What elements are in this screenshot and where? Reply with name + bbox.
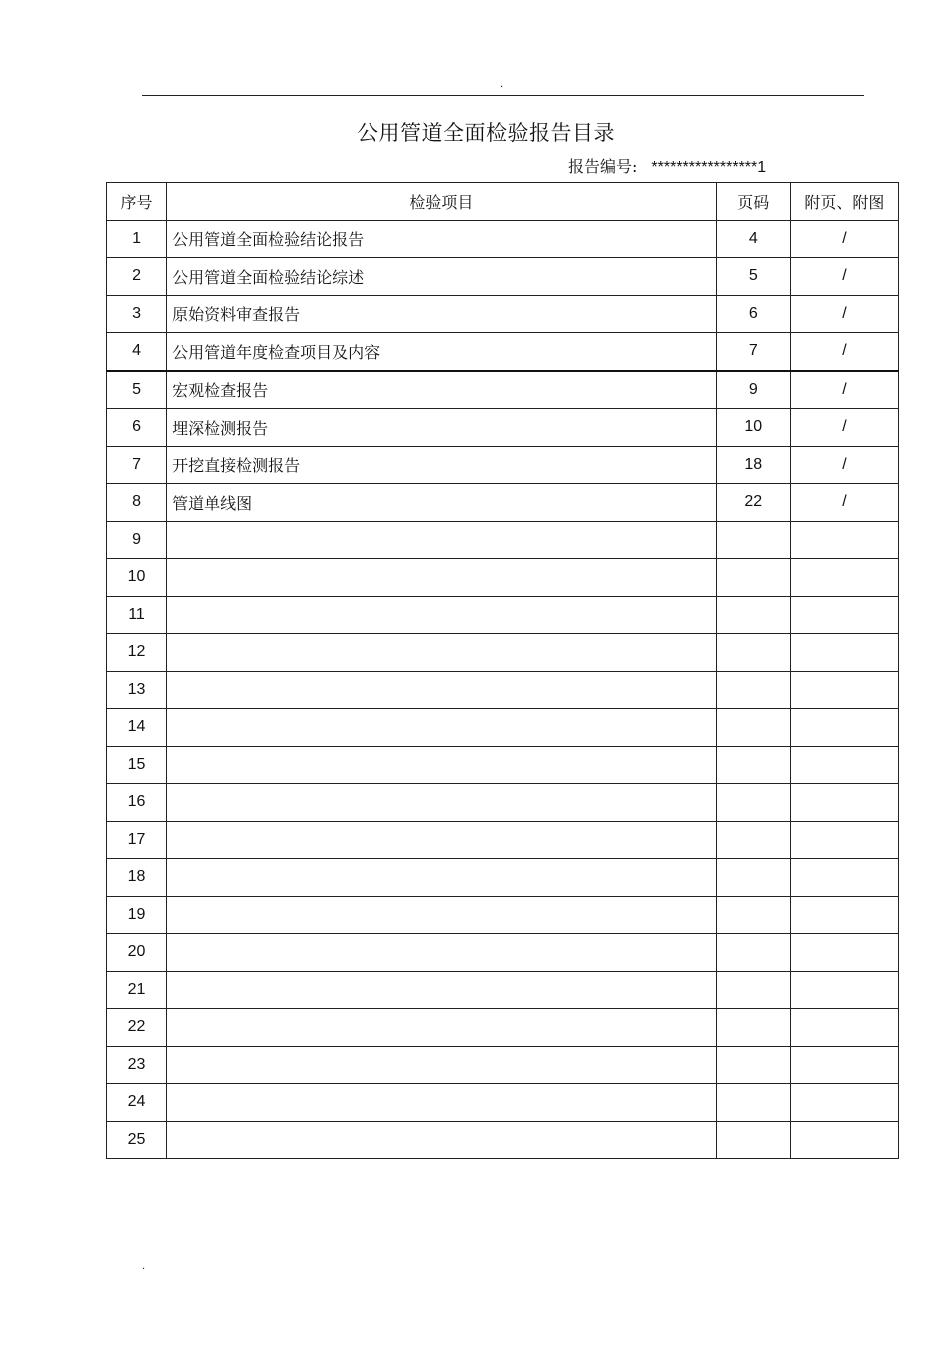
row-page: 9 <box>716 371 790 409</box>
footer-dot: . <box>142 1261 146 1272</box>
row-attachment: / <box>790 220 898 258</box>
row-page <box>716 971 790 1009</box>
row-page <box>716 821 790 859</box>
row-number: 16 <box>107 784 167 822</box>
table-row <box>107 258 899 296</box>
report-number-value: *****************1 <box>651 159 767 176</box>
row-page: 5 <box>716 258 790 296</box>
row-item: 原始资料审查报告 <box>167 295 717 333</box>
row-attachment <box>790 1121 898 1159</box>
header-dot: . <box>500 79 504 90</box>
column-header-attachment: 附页、附图 <box>790 183 898 221</box>
row-item: 埋深检测报告 <box>167 409 717 447</box>
row-number: 3 <box>107 295 167 333</box>
row-item <box>167 1084 717 1122</box>
row-item <box>167 821 717 859</box>
document-title: 公用管道全面检验报告目录 <box>357 121 615 145</box>
row-attachment <box>790 859 898 897</box>
row-attachment <box>790 971 898 1009</box>
table-row <box>107 1009 899 1047</box>
row-page <box>716 896 790 934</box>
row-number: 4 <box>107 333 167 371</box>
row-item <box>167 896 717 934</box>
row-item: 开挖直接检测报告 <box>167 446 717 484</box>
table-row <box>107 559 899 597</box>
row-item <box>167 521 717 559</box>
row-page <box>716 1121 790 1159</box>
row-number: 13 <box>107 671 167 709</box>
row-item <box>167 1121 717 1159</box>
row-number: 10 <box>107 559 167 597</box>
row-page <box>716 746 790 784</box>
column-header-no: 序号 <box>107 183 167 221</box>
row-number: 11 <box>107 596 167 634</box>
row-attachment <box>790 784 898 822</box>
contents-table <box>106 182 899 1159</box>
row-number: 9 <box>107 521 167 559</box>
row-page <box>716 934 790 972</box>
row-attachment: / <box>790 258 898 296</box>
report-number-label: 报告编号: <box>568 157 638 176</box>
table-row <box>107 634 899 672</box>
row-page <box>716 559 790 597</box>
row-item <box>167 559 717 597</box>
row-item: 宏观检查报告 <box>167 371 717 409</box>
table-row <box>107 1084 899 1122</box>
table-row <box>107 1121 899 1159</box>
table-row <box>107 596 899 634</box>
row-number: 1 <box>107 220 167 258</box>
table-row <box>107 333 899 371</box>
row-item <box>167 859 717 897</box>
table-row <box>107 371 899 409</box>
row-item <box>167 1046 717 1084</box>
row-page <box>716 709 790 747</box>
row-page <box>716 1046 790 1084</box>
table-row <box>107 709 899 747</box>
table-row <box>107 295 899 333</box>
table-row <box>107 521 899 559</box>
row-page: 18 <box>716 446 790 484</box>
row-attachment <box>790 896 898 934</box>
row-attachment <box>790 1046 898 1084</box>
column-header-page: 页码 <box>716 183 790 221</box>
row-attachment <box>790 1084 898 1122</box>
row-number: 5 <box>107 371 167 409</box>
row-number: 24 <box>107 1084 167 1122</box>
table-body <box>107 220 899 1159</box>
header-rule <box>142 95 864 96</box>
row-item <box>167 596 717 634</box>
table-row <box>107 1046 899 1084</box>
row-number: 14 <box>107 709 167 747</box>
row-attachment <box>790 559 898 597</box>
table-row <box>107 784 899 822</box>
row-item <box>167 709 717 747</box>
row-number: 12 <box>107 634 167 672</box>
row-attachment: / <box>790 371 898 409</box>
row-item <box>167 971 717 1009</box>
row-item <box>167 784 717 822</box>
row-page <box>716 634 790 672</box>
row-page: 6 <box>716 295 790 333</box>
row-number: 17 <box>107 821 167 859</box>
row-page <box>716 596 790 634</box>
row-number: 20 <box>107 934 167 972</box>
table-row <box>107 859 899 897</box>
table-row <box>107 971 899 1009</box>
row-number: 22 <box>107 1009 167 1047</box>
row-attachment <box>790 934 898 972</box>
row-item <box>167 1009 717 1047</box>
table-row <box>107 821 899 859</box>
row-attachment: / <box>790 446 898 484</box>
row-attachment: / <box>790 409 898 447</box>
row-page: 10 <box>716 409 790 447</box>
row-item <box>167 934 717 972</box>
row-attachment: / <box>790 484 898 522</box>
row-page <box>716 671 790 709</box>
row-attachment <box>790 634 898 672</box>
column-header-item: 检验项目 <box>167 183 717 221</box>
row-item: 管道单线图 <box>167 484 717 522</box>
row-number: 15 <box>107 746 167 784</box>
table-row <box>107 746 899 784</box>
row-attachment <box>790 521 898 559</box>
row-number: 25 <box>107 1121 167 1159</box>
row-number: 8 <box>107 484 167 522</box>
row-item <box>167 671 717 709</box>
row-number: 21 <box>107 971 167 1009</box>
row-attachment <box>790 746 898 784</box>
table-row <box>107 896 899 934</box>
table-row <box>107 409 899 447</box>
row-page: 4 <box>716 220 790 258</box>
row-item: 公用管道年度检查项目及内容 <box>167 333 717 371</box>
row-number: 2 <box>107 258 167 296</box>
row-attachment <box>790 671 898 709</box>
row-number: 6 <box>107 409 167 447</box>
row-number: 18 <box>107 859 167 897</box>
report-number <box>568 155 766 180</box>
row-page <box>716 1084 790 1122</box>
row-page <box>716 784 790 822</box>
row-page <box>716 859 790 897</box>
table-header-row <box>107 183 899 221</box>
table-row <box>107 671 899 709</box>
row-number: 19 <box>107 896 167 934</box>
row-number: 23 <box>107 1046 167 1084</box>
row-item <box>167 634 717 672</box>
table-row <box>107 220 899 258</box>
row-attachment <box>790 596 898 634</box>
row-page <box>716 1009 790 1047</box>
row-page: 7 <box>716 333 790 371</box>
row-item: 公用管道全面检验结论报告 <box>167 220 717 258</box>
table-row <box>107 484 899 522</box>
row-item <box>167 746 717 784</box>
row-page <box>716 521 790 559</box>
row-attachment <box>790 1009 898 1047</box>
row-item: 公用管道全面检验结论综述 <box>167 258 717 296</box>
table-row <box>107 934 899 972</box>
row-attachment: / <box>790 333 898 371</box>
row-attachment: / <box>790 295 898 333</box>
row-attachment <box>790 709 898 747</box>
row-number: 7 <box>107 446 167 484</box>
row-page: 22 <box>716 484 790 522</box>
row-attachment <box>790 821 898 859</box>
table-row <box>107 446 899 484</box>
